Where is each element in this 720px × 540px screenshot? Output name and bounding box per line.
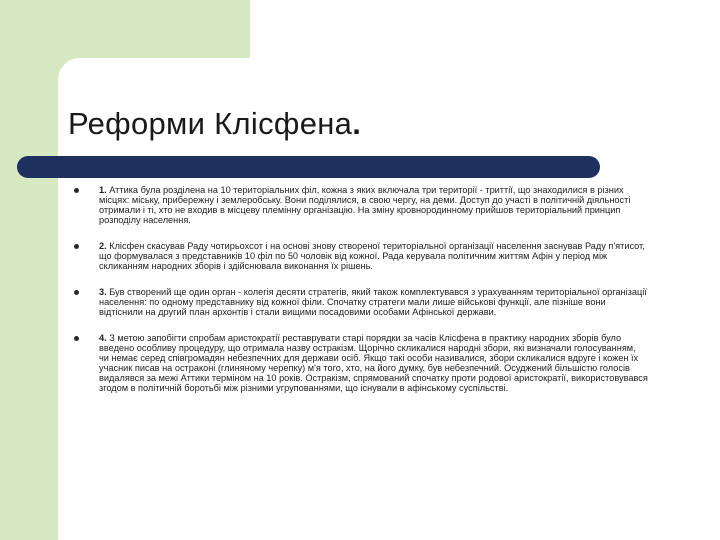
bullet-dot-icon	[74, 290, 79, 295]
slide-title	[68, 106, 361, 142]
bullet-dot-icon	[74, 188, 79, 193]
slide-title-text: Реформи Клісфена	[68, 106, 353, 141]
bullet-item-4	[68, 334, 648, 393]
slide-title-dot: .	[352, 106, 362, 141]
bullet-text: Клісфен скасував Раду чотирьохсот і на основі знову створеної територіальної організації населення заснував Раду п'ятисот, що формувалася з представників 10 філ по 50 чоловік від кожної. Рада керувала політичним життям Афін у період між скликанням народних зборів і здійснювала виконання їх рішень.	[99, 241, 645, 271]
bullet-item-1	[68, 186, 648, 242]
bullet-text: Був створений ще один орган - колегія десяти стратегів, який також комплектувався з урахуванням територіальної організації населення: по одному представнику від кожної філи. Спочатку стратеги мали лише військові функції, але пізніше вони відтіснили на другий план архонтів і стали вищими посадовими особами Афінської держави.	[99, 287, 647, 317]
bullet-text: З метою запобігти спробам аристократії реставрувати старі порядки за часів Клісфена в практику народних зборів було введено особливу процедуру, що отримала назву остракізм. Щорічно скликалися народні збори, які визначали голосуванням, чи немає серед співгромадян небезпечних для держави осіб. Якщо такі особи називалися, збори скликалися вдруге і кожен їх учасник писав на остраконі (глиняному черепку) м'я того, хто, на його думку, був небезпечний. Осуджений більшістю голосів видалявся за межі Аттики терміном на 10 років. Остракізм, спрямований спочатку проти родової аристократії, використовувався згодом в політичній боротьбі між різними угрупованнями, що існували в афінському суспільстві.	[99, 333, 648, 393]
bullet-dot-icon	[74, 336, 79, 341]
bullet-number: 1.	[99, 185, 107, 195]
title-underline-bar	[17, 156, 600, 178]
bullet-number: 2.	[99, 241, 107, 251]
bullet-number: 3.	[99, 287, 107, 297]
bullet-text: Аттика була розділена на 10 територіальних філ, кожна з яких включала три території - триттії, що знаходилися в різних місцях: міську, прибережну і землеробську. Вони поділялися, в свою чергу, на деми. Доступ до участі в політичній діяльності отримали і ті, хто не входив в місцеву племінну організацію. На зміну кровнородинному прийшов територіальний принцип розподілу населення.	[99, 185, 631, 225]
bullet-item-2	[68, 242, 648, 288]
bullet-dot-icon	[74, 244, 79, 249]
background-green-strip	[0, 0, 58, 540]
bullet-item-3	[68, 288, 648, 334]
bullet-number: 4.	[99, 333, 107, 343]
bullet-list	[68, 186, 648, 393]
